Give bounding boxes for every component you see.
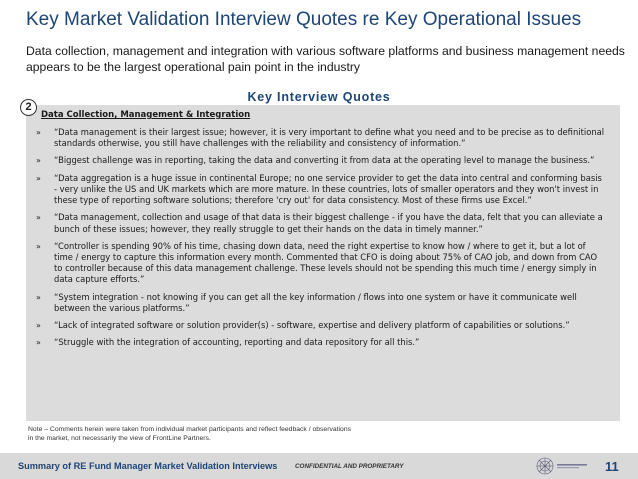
quote-item <box>36 127 606 149</box>
footer-title: Summary of RE Fund Manager Market Validation Interviews <box>18 461 278 471</box>
confidentiality-label: CONFIDENTIAL AND PROPRIETARY <box>295 463 404 470</box>
page-number: 11 <box>605 459 619 474</box>
frontline-logo-icon <box>535 455 595 477</box>
quote-item <box>36 241 606 285</box>
quotes-list <box>36 127 606 355</box>
quote-text: “Biggest challenge was in reporting, taking the data and converting it from data at the operating level to manage the business.” <box>54 155 595 166</box>
section-label: Key Interview Quotes <box>247 90 391 104</box>
quote-item <box>36 212 606 234</box>
bullet-icon: » <box>36 173 41 183</box>
bullet-icon: » <box>36 292 41 302</box>
quote-item <box>36 337 606 348</box>
bullet-icon: » <box>36 321 41 331</box>
bullet-icon: » <box>36 241 41 251</box>
page-title: Key Market Validation Interview Quotes re Key Operational Issues <box>26 9 582 30</box>
quote-item <box>36 320 606 331</box>
footnote: Note – Comments herein were taken from individual market participants and reflect feedback / observations in the market, not necessarily the view of FrontLine Partners. <box>28 426 352 442</box>
quote-text: “Data management is their largest issue; however, it is very important to define what you need and to be precise as to definitional standards otherwise, you still have challenges with the reliability and consistency of information.” <box>54 127 605 149</box>
quote-item <box>36 292 606 314</box>
page-subtitle: Data collection, management and integration with various software platforms and business management needs appears to be the largest operational pain point in the industry <box>26 44 625 74</box>
section-heading: Data Collection, Management & Integration <box>41 110 251 120</box>
bullet-icon: » <box>36 213 41 223</box>
quote-text: “Data management, collection and usage of that data is their biggest challenge - if you have the data, felt that you can alleviate a bunch of these issues; however, they really struggle to get their hands on the data in timely manner.” <box>54 212 603 234</box>
section-number-badge: 2 <box>20 99 37 116</box>
quote-text: “System integration - not knowing if you can get all the key information / flows into one system or have it communicate well between the various platforms.” <box>54 291 577 313</box>
quote-text: “Struggle with the integration of accounting, reporting and data repository for all this.” <box>54 337 420 348</box>
quote-text: “Lack of integrated software or solution provider(s) - software, expertise and delivery platform of capabilities or solutions.” <box>54 320 570 331</box>
quote-item <box>36 155 606 166</box>
bullet-icon: » <box>36 156 41 166</box>
bullet-icon: » <box>36 338 41 348</box>
bullet-icon: » <box>36 128 41 137</box>
quote-text: “Controller is spending 90% of his time, chasing down data, need the right expertise to know how / where to get it, but a lot of time / energy to capture this information every month. Commented that CFO is doing about 75% of CAO job, and down from CAO to controller because of this data management challenge. These levels should not be spending this much time / energy simply in data capture efforts.” <box>54 240 598 285</box>
quote-item <box>36 173 606 206</box>
quote-text: “Data aggregation is a huge issue in continental Europe; no one service provider to get the data into central and conforming basis - very unlike the US and UK markets which are more mature. In these countries, lots of smaller operators and they won't invest in these type of reporting software solutions; therefore 'cry out' for data consistency. Most of these firms use Excel.” <box>54 172 602 206</box>
